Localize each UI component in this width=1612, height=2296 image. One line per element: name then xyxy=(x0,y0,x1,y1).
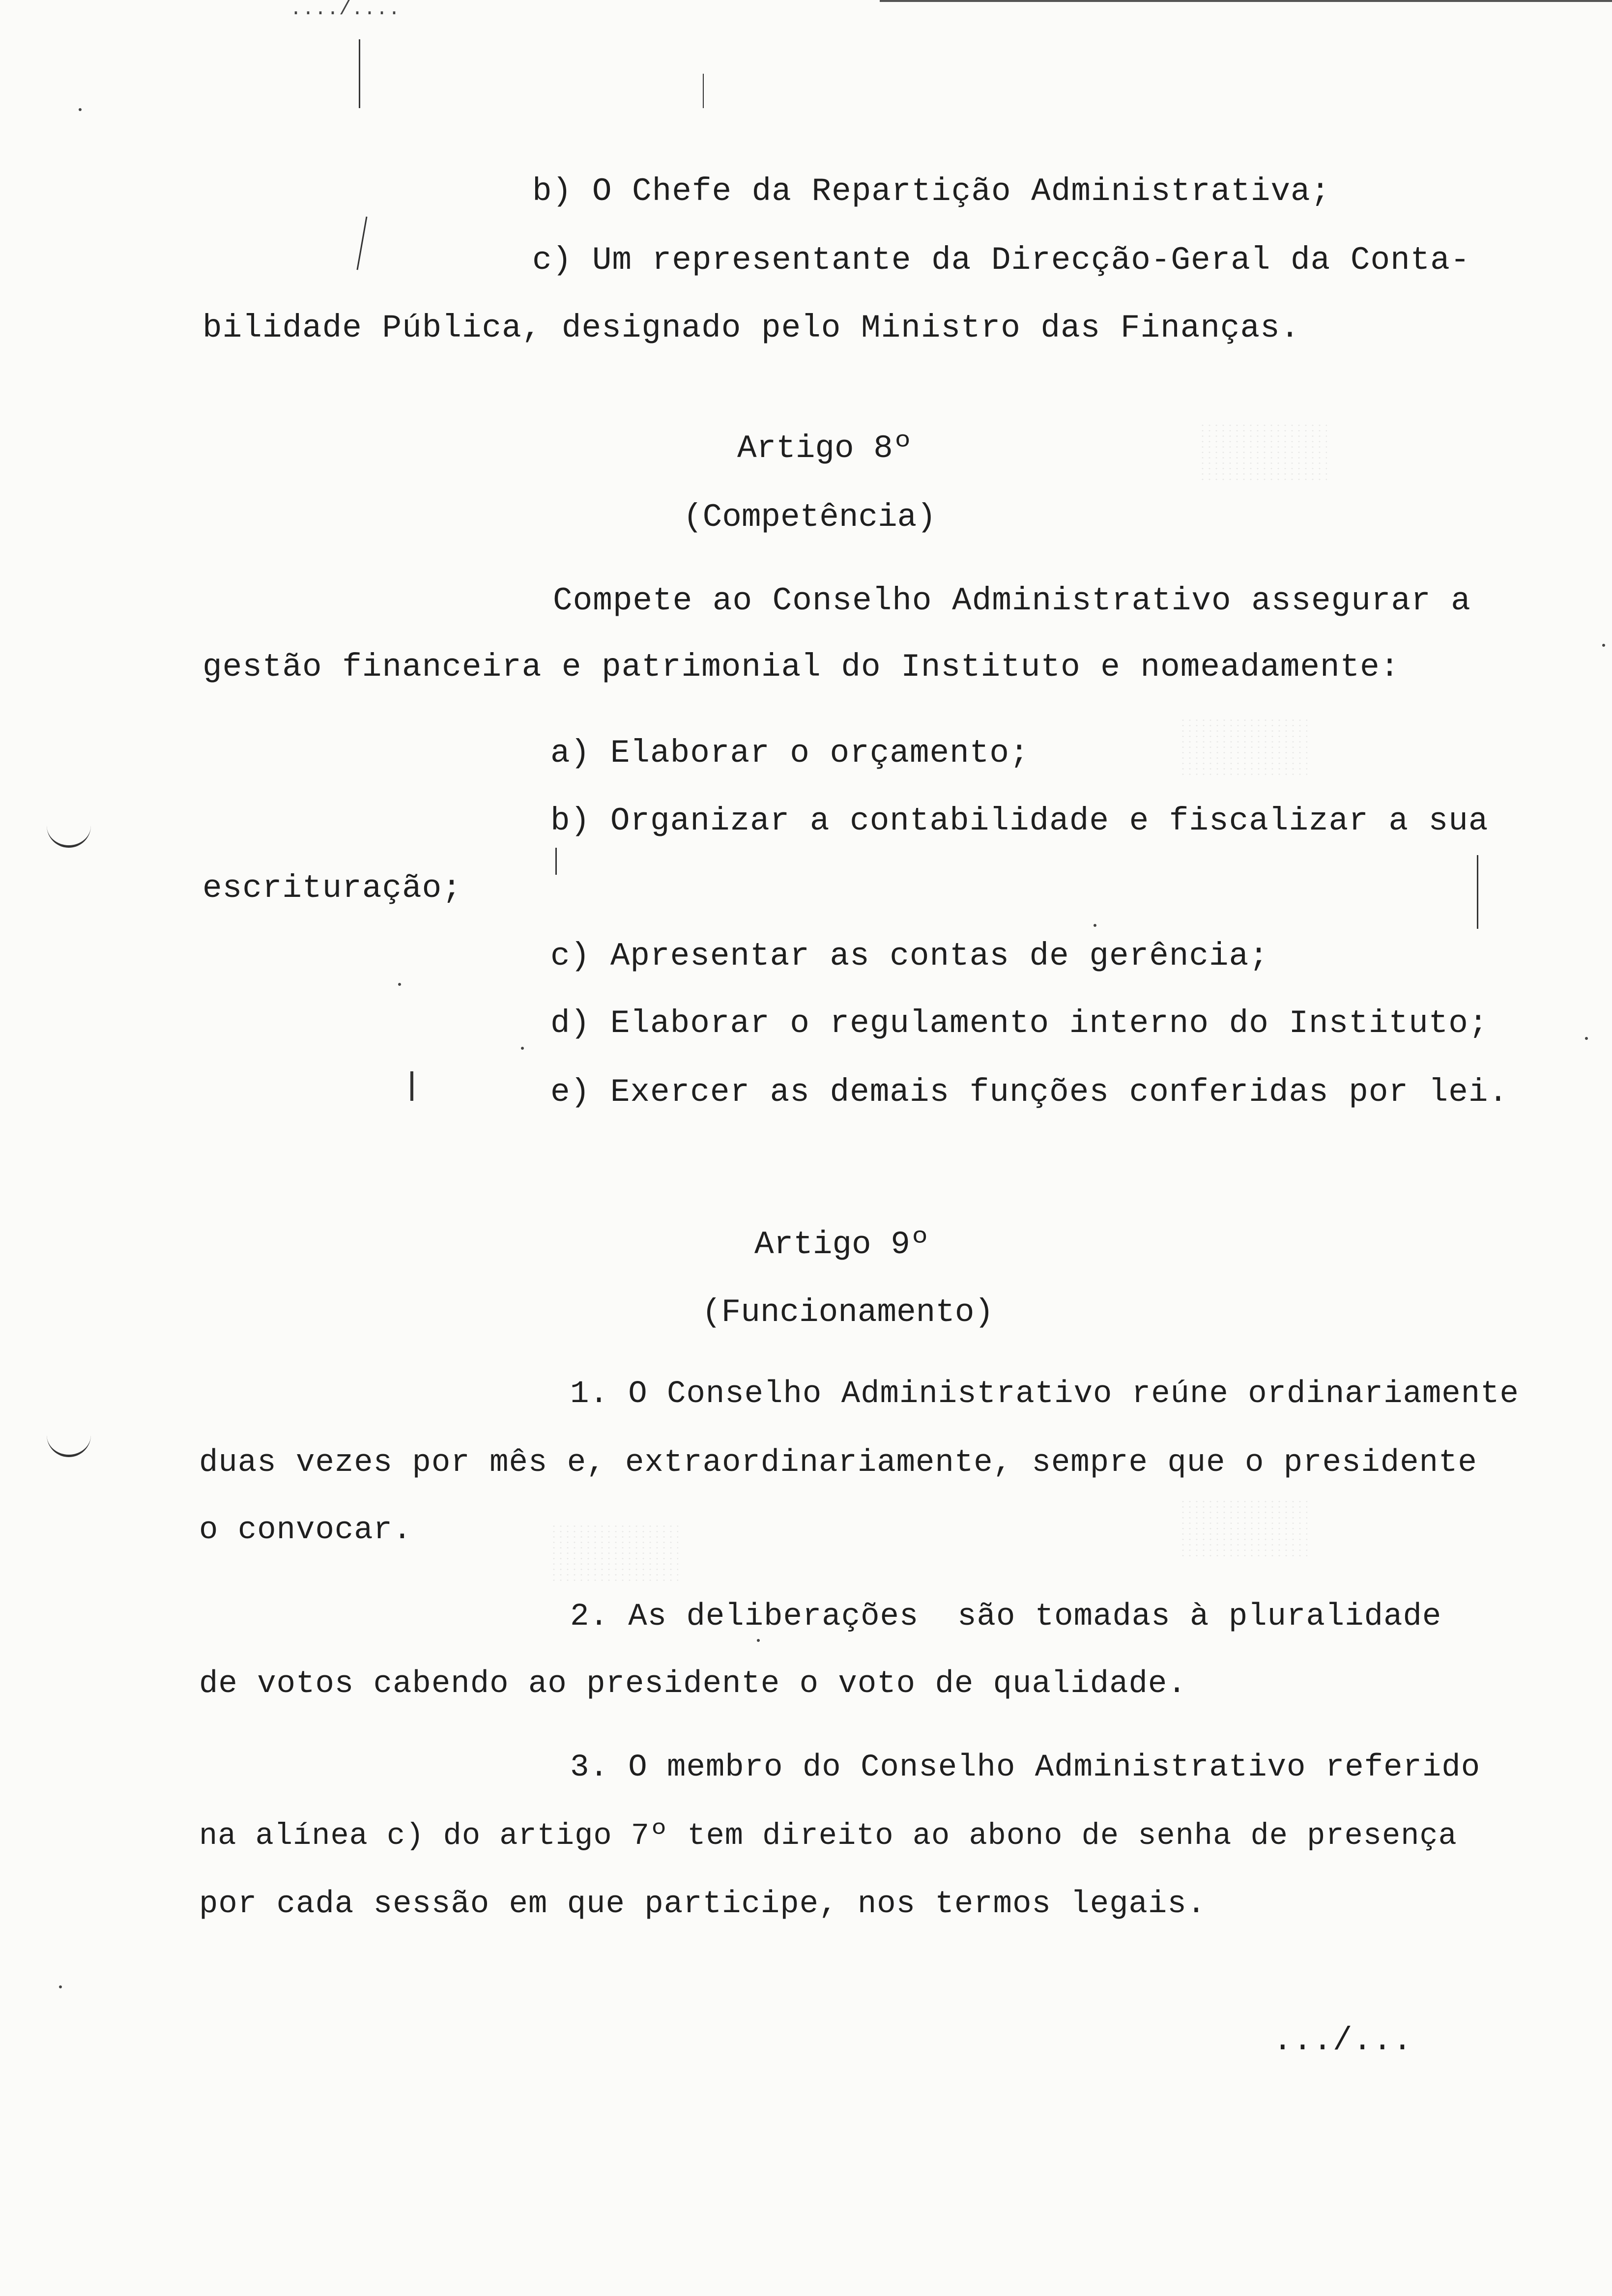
article8-subtitle: (Competência) xyxy=(683,499,936,536)
scan-noise xyxy=(1180,718,1307,776)
article8-intro-line2: gestão financeira e patrimonial do Instituto e nomeadamente: xyxy=(202,649,1400,686)
margin-stroke xyxy=(703,74,704,108)
top-edge-line xyxy=(880,0,1612,2)
margin-stroke xyxy=(1477,855,1478,929)
article8-item-c: c) Apresentar as contas de gerência; xyxy=(550,938,1269,975)
article9-title: Artigo 9º xyxy=(754,1226,930,1263)
article9-paragraph1-line2: duas vezes por mês e, extraordinariamente, sempre que o presidente xyxy=(199,1445,1477,1481)
article9-paragraph3-line2: na alínea c) do artigo 7º tem direito ao abono de senha de presença xyxy=(199,1818,1457,1853)
article8-item-b-line1: b) Organizar a contabilidade e fiscalizar a sua xyxy=(550,803,1489,839)
article9-paragraph2-line1: 2. As deliberações são tomadas à pluralidade xyxy=(570,1599,1442,1635)
scan-noise xyxy=(550,1523,678,1582)
scan-speck xyxy=(79,108,82,111)
top-continuation-mark: ..../.... xyxy=(290,0,401,21)
punch-hole-mark xyxy=(47,826,91,848)
scan-speck xyxy=(1602,644,1605,647)
article8-item-d: d) Elaborar o regulamento interno do Instituto; xyxy=(550,1005,1489,1042)
article8-item-b-line2: escrituração; xyxy=(202,870,462,907)
article8-intro-line1: Compete ao Conselho Administrativo assegurar a xyxy=(553,582,1471,619)
article9-paragraph1-line3: o convocar. xyxy=(199,1513,412,1548)
article7-item-b: b) O Chefe da Repartição Administrativa; xyxy=(532,173,1331,210)
scan-speck xyxy=(398,983,401,986)
margin-stroke xyxy=(410,1071,413,1101)
article9-paragraph2-line2: de votos cabendo ao presidente o voto de qualidade. xyxy=(199,1666,1187,1702)
article9-paragraph1-line1: 1. O Conselho Administrativo reúne ordinariamente xyxy=(570,1377,1519,1412)
margin-stroke xyxy=(356,217,367,270)
margin-stroke xyxy=(555,848,557,875)
scan-noise xyxy=(1180,1499,1307,1558)
article8-item-a: a) Elaborar o orçamento; xyxy=(550,735,1030,772)
article7-item-c-line1: c) Um representante da Direcção-Geral da Conta- xyxy=(532,242,1470,279)
article8-item-e: e) Exercer as demais funções conferidas por lei. xyxy=(550,1074,1509,1111)
scan-speck xyxy=(59,1985,62,1988)
article7-item-c-line2: bilidade Pública, designado pelo Ministro das Finanças. xyxy=(202,310,1300,346)
punch-hole-mark xyxy=(47,1435,91,1457)
scan-speck xyxy=(521,1047,524,1050)
scan-speck xyxy=(757,1639,760,1642)
article9-paragraph3-line3: por cada sessão em que participe, nos termos legais. xyxy=(199,1887,1207,1922)
margin-stroke xyxy=(359,39,360,108)
article9-subtitle: (Funcionamento) xyxy=(702,1294,994,1331)
article8-title: Artigo 8º xyxy=(737,430,913,467)
scan-speck xyxy=(1585,1037,1588,1040)
scan-speck xyxy=(1094,924,1096,927)
article9-paragraph3-line1: 3. O membro do Conselho Administrativo referido xyxy=(570,1750,1481,1785)
page-continuation-mark: .../... xyxy=(1273,2022,1413,2059)
scan-noise xyxy=(1199,423,1327,482)
